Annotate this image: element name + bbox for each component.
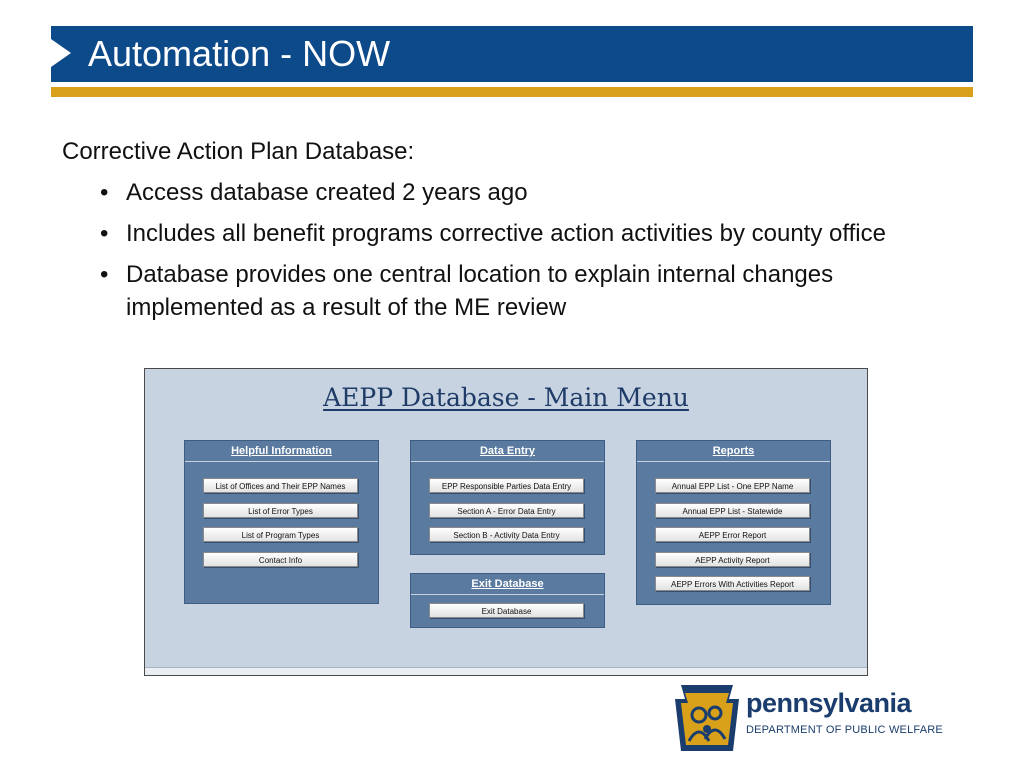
keystone-logo-icon [673, 683, 741, 753]
form-title: AEPP Database - Main Menu [323, 383, 689, 412]
contact-info-button[interactable]: Contact Info [203, 552, 358, 567]
slide-title-bar [51, 26, 973, 82]
exit-database-header: Exit Database [411, 574, 604, 595]
bullet-item: • Access database created 2 years ago [100, 176, 975, 209]
reports-header: Reports [637, 441, 830, 462]
bullet-icon: • [100, 220, 109, 247]
helpful-information-panel [184, 440, 379, 604]
data-entry-panel [410, 440, 605, 555]
exit-database-panel [410, 573, 605, 628]
slide-title: Automation - NOW [88, 33, 391, 74]
list-of-offices-button[interactable]: List of Offices and Their EPP Names [203, 478, 358, 493]
reports-panel [636, 440, 831, 605]
epp-responsible-parties-button[interactable]: EPP Responsible Parties Data Entry [429, 478, 584, 493]
section-a-error-entry-button[interactable]: Section A - Error Data Entry [429, 503, 584, 518]
data-entry-header: Data Entry [411, 441, 604, 462]
logo-wordmark: pennsylvania [746, 688, 912, 718]
bullet-icon: • [100, 179, 109, 206]
annual-epp-list-one-name-button[interactable]: Annual EPP List - One EPP Name [655, 478, 810, 493]
helpful-information-header: Helpful Information [185, 441, 378, 462]
bullet-item: • Includes all benefit programs corrective action activities by county office [100, 217, 975, 250]
list-of-error-types-button[interactable]: List of Error Types [203, 503, 358, 518]
access-form-window [144, 368, 868, 676]
window-status-strip [145, 667, 867, 675]
content-heading: Corrective Action Plan Database: [62, 138, 415, 165]
exit-database-button[interactable]: Exit Database [429, 603, 584, 618]
logo-subtitle: DEPARTMENT OF PUBLIC WELFARE [746, 724, 943, 736]
play-arrow-icon [51, 39, 71, 67]
section-b-activity-entry-button[interactable]: Section B - Activity Data Entry [429, 527, 584, 542]
aepp-activity-report-button[interactable]: AEPP Activity Report [655, 552, 810, 567]
bullet-list [100, 176, 975, 332]
bullet-item: • Database provides one central location to explain internal changes implemented as a result of the ME review [100, 258, 975, 324]
list-of-program-types-button[interactable]: List of Program Types [203, 527, 358, 542]
title-underline-rule [51, 87, 973, 97]
aepp-error-report-button[interactable]: AEPP Error Report [655, 527, 810, 542]
bullet-icon: • [100, 261, 109, 288]
annual-epp-list-statewide-button[interactable]: Annual EPP List - Statewide [655, 503, 810, 518]
aepp-errors-with-activities-button[interactable]: AEPP Errors With Activities Report [655, 576, 810, 591]
